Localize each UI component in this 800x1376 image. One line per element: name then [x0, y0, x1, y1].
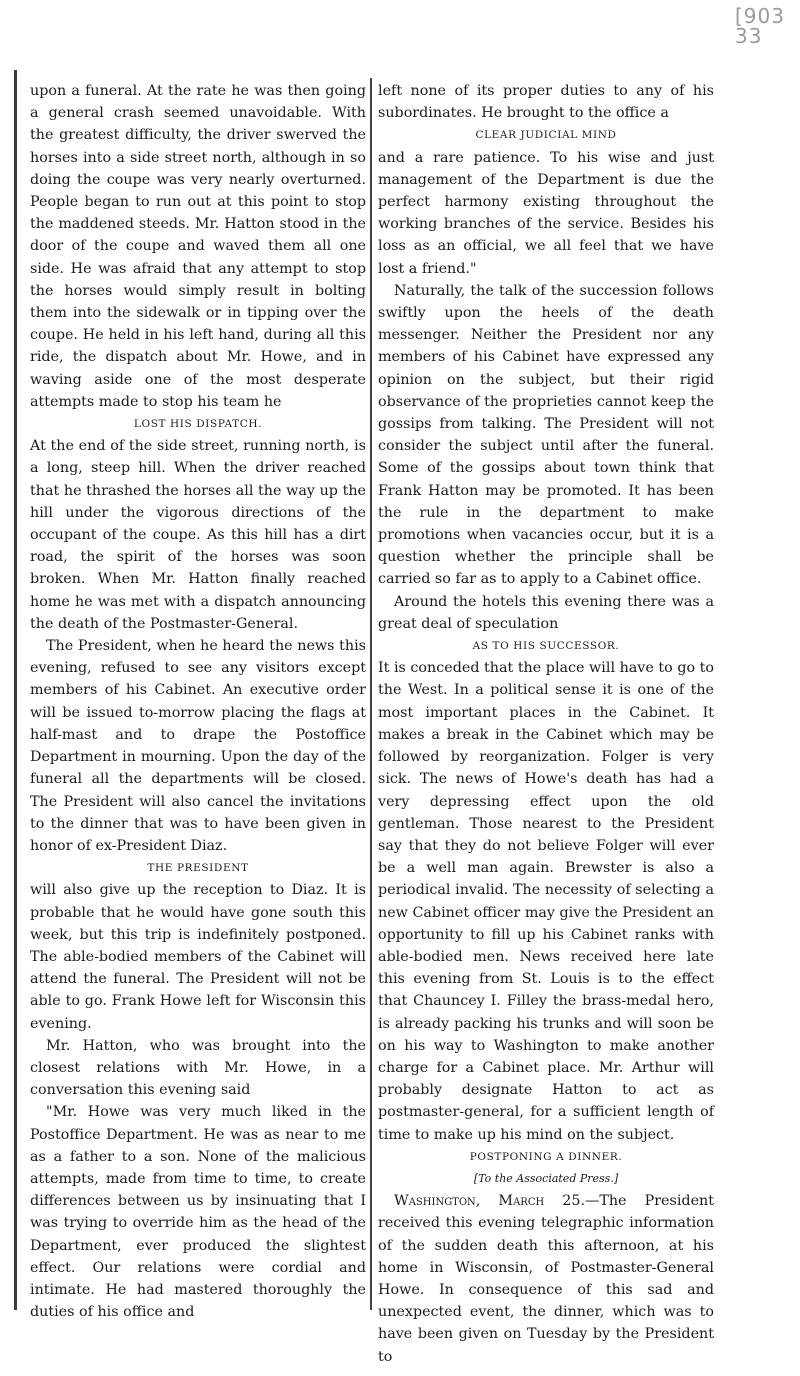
- paragraph: At the end of the side street, running north, is a long, steep hill. When the driver reached that he thrashed the horses all the way up the hill under the vigorous directions of the occupant of the coupe. As this hill has a dirt road, the spirit of the horses was soon broken. When Mr. Hatton finally reached home he was met with a dispatch announcing the death of the Postmaster-General.: [30, 438, 366, 632]
- archive-stamp: [903 33: [735, 4, 785, 48]
- paragraph: and a rare patience. To his wise and just management of the Department is due the perfect harmony existing throughout the working branches of the service. Besides his loss as an official, we all feel that we have lost a friend.": [378, 149, 714, 277]
- dispatch-text: —The President received this evening telegraphic information of the sudden death this afternoon, at his home in Wisconsin, of Postmaster-General Howe. In consequence of this sad and unexpected event, the dinner, which was to have been given on Tuesday by the President to: [378, 1193, 714, 1365]
- subheading-as-to-his-successor: AS TO HIS SUCCESSOR.: [472, 640, 620, 653]
- column-rule: [370, 78, 372, 1310]
- page-edge-rule: [14, 70, 17, 1310]
- paragraph-quote: "Mr. Howe was very much liked in the Postoffice Department. He was as near to me as a father to a son. None of the malicious attempts, made from time to time, to create differences between us by insinuating that I was trying to override him as the head of the Department, ever produced the slightest effect. Our relations were cordial and intimate. He had mastered thoroughly the duties of his office and: [30, 1104, 366, 1321]
- paragraph: The President, when he heard the news this evening, refused to see any visitors except members of his Cabinet. An executive order will be issued to-morrow placing the flags at half-mast and to drape the Postoffice Department in mourning. Upon the day of the funeral all the departments will be closed. The President will also cancel the invitations to the dinner that was to have been given in honor of ex-President Diaz.: [30, 638, 366, 854]
- subheading-clear-judicial-mind: CLEAR JUDICIAL MIND: [475, 129, 617, 142]
- right-column: [378, 80, 714, 1368]
- paragraph-dispatch: [378, 1190, 714, 1368]
- paragraph: Around the hotels this evening there was a great deal of speculation: [378, 593, 714, 632]
- paragraph: It is conceded that the place will have to go to the West. In a political sense it is one of the most important places in the Cabinet. It makes a break in the Cabinet which may be followed by reorganization. Folger is very sick. The news of Howe's death has had a very depressing effect upon the old gentleman. Those nearest to the President say that they do not believe Folger will ever be a well man again. Brewster is also a periodical invalid. The necessity of selecting a new Cabinet officer may give the President an opportunity to fill up his Cabinet ranks with able-bodied men. News received here late this evening from St. Louis is to the effect that Chauncey I. Filley the brass-medal hero, is already packing his trunks and will soon be on his way to Washington to make another charge for a Cabinet place. Mr. Arthur will probably designate Hatton to act as postmaster-general, for a sufficient length of time to make up his mind on the subject.: [378, 660, 714, 1143]
- subheading-the-president: THE PRESIDENT: [147, 862, 249, 875]
- paragraph: Mr. Hatton, who was brought into the closest relations with Mr. Howe, in a conversation this evening said: [30, 1037, 366, 1099]
- subheading-postponing-a-dinner: POSTPONING A DINNER.: [469, 1150, 623, 1163]
- left-column: [30, 80, 366, 1323]
- paragraph: will also give up the reception to Diaz. It is probable that he would have gone south this week, but this trip is indefinitely postponed. The able-bodied members of the Cabinet will attend the funeral. The President will not be able to go. Frank Howe left for Wisconsin this evening.: [30, 882, 366, 1032]
- paragraph: upon a funeral. At the rate he was then going a general crash seemed unavoidable. With the greatest difficulty, the driver swerved the horses into a side street north, although in so doing the coupe was very nearly overturned. People began to run out at this point to stop the maddened steeds. Mr. Hatton stood in the door of the coupe and waved them all one side. He was afraid that any attempt to stop the horses would simply result in bolting them into the sidewalk or in tipping over the coupe. He held in his left hand, during all this ride, the dispatch about Mr. Howe, and in waving aside one of the most desperate attempts made to stop his team he: [30, 83, 366, 410]
- paragraph: Naturally, the talk of the succession follows swiftly upon the heels of the death messenger. Neither the President nor any members of his Cabinet have expressed any opinion on the subject, but their rigid observance of the proprieties cannot keep the gossips from talking. The President will not consider the subject until after the funeral. Some of the gossips about town think that Frank Hatton may be promoted. It has been the rule in the department to make promotions when vacancies occur, but it is a question whether the principle shall be carried so far as to apply to a Cabinet office.: [378, 282, 714, 588]
- paragraph: left none of its proper duties to any of his subordinates. He brought to the office a: [378, 83, 714, 122]
- press-credit: [To the Associated Press.]: [473, 1171, 619, 1185]
- dateline: Washington, March 25.: [394, 1193, 586, 1210]
- subheading-lost-his-dispatch: LOST HIS DISPATCH.: [133, 418, 263, 431]
